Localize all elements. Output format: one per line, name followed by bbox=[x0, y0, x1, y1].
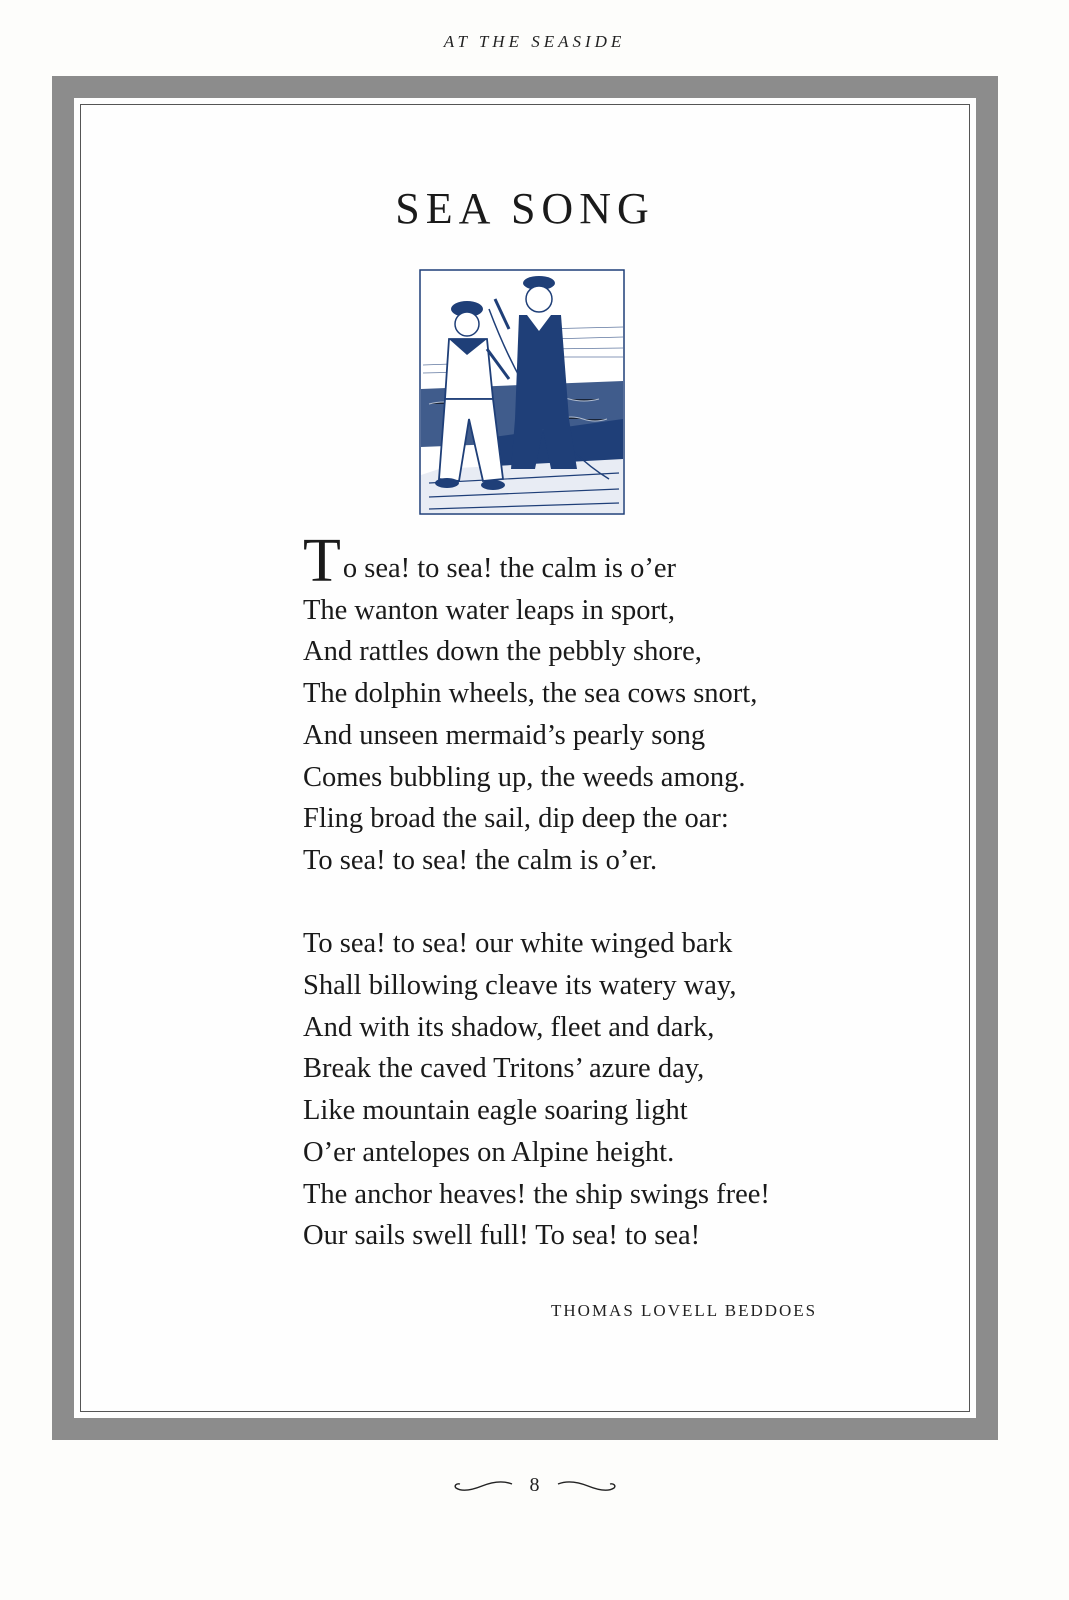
poem-line: Shall billowing cleave its watery way, bbox=[303, 970, 737, 1002]
poem-line: Comes bubbling up, the weeds among. bbox=[303, 761, 746, 793]
poem-line: The dolphin wheels, the sea cows snort, bbox=[303, 678, 758, 710]
poem-line: And rattles down the pebbly shore, bbox=[303, 636, 702, 668]
page-number: 8 bbox=[529, 1474, 540, 1496]
poem-line: And unseen mermaid’s pearly song bbox=[303, 719, 706, 751]
poem-line: The wanton water leaps in sport, bbox=[303, 594, 675, 626]
poem-title: SEA SONG bbox=[395, 184, 655, 233]
poem-line: And with its shadow, fleet and dark, bbox=[303, 1011, 715, 1043]
poem-author: THOMAS LOVELL BEDDOES bbox=[551, 1301, 818, 1320]
poem-line: The anchor heaves! the ship swings free! bbox=[303, 1178, 770, 1210]
poem-line: Like mountain eagle soaring light bbox=[303, 1095, 688, 1127]
drop-cap: T bbox=[303, 527, 341, 595]
right-flourish-icon bbox=[554, 1476, 618, 1496]
stanza-break bbox=[303, 882, 923, 924]
poem-line: Fling broad the sail, dip deep the oar: bbox=[303, 803, 729, 835]
inner-frame-rule bbox=[80, 104, 970, 1412]
poem-line: O’er antelopes on Alpine height. bbox=[303, 1136, 675, 1168]
left-flourish-icon bbox=[452, 1476, 516, 1496]
poem-line: Our sails swell full! To sea! to sea! bbox=[303, 1220, 701, 1252]
poem-body bbox=[303, 527, 923, 1257]
poem-line: To sea! to sea! our white winged bark bbox=[303, 928, 733, 960]
page-footer bbox=[0, 1474, 1069, 1502]
page-frame bbox=[52, 76, 998, 1440]
poem-line-1 bbox=[303, 527, 923, 595]
poem-line: To sea! to sea! the calm is o’er. bbox=[303, 844, 658, 876]
first-line-text: o sea! to sea! the calm is o’er bbox=[342, 553, 677, 584]
poem-line: Break the caved Tritons’ azure day, bbox=[303, 1053, 705, 1085]
running-head: AT THE SEASIDE bbox=[443, 32, 626, 51]
sailor-boys-illustration bbox=[419, 269, 625, 515]
